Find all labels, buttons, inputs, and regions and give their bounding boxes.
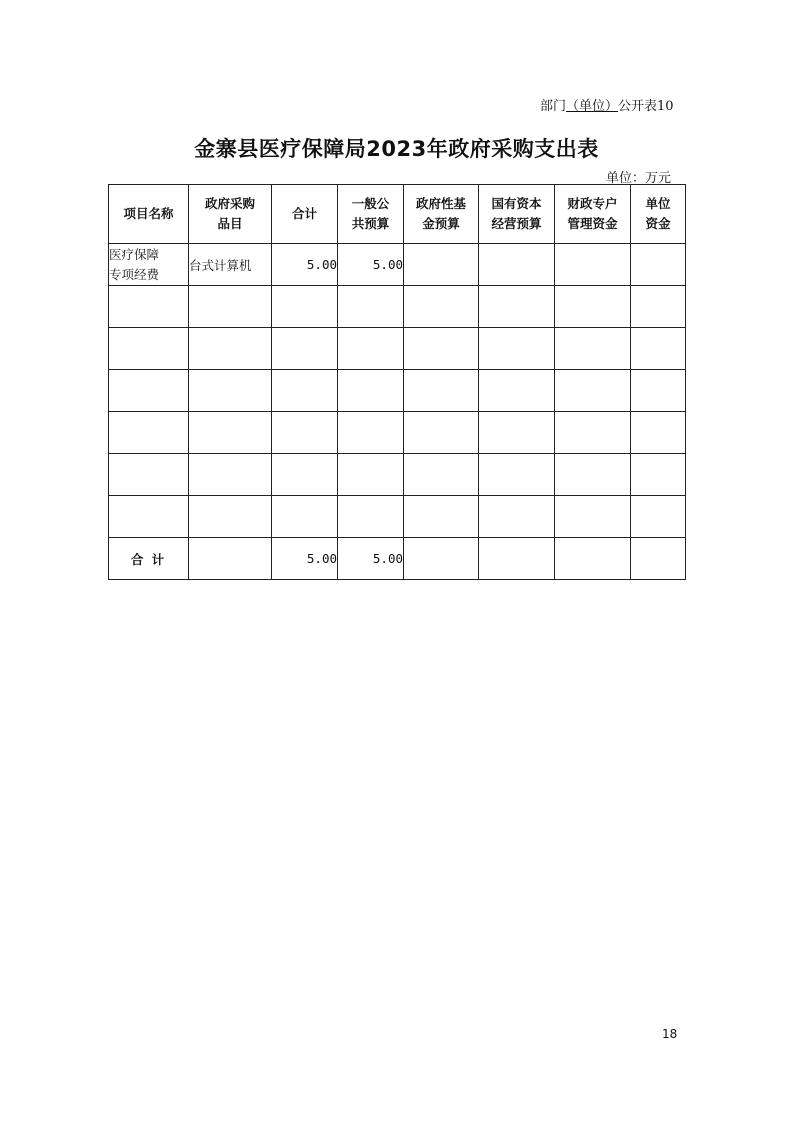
table-header-row <box>109 185 686 244</box>
header-unit-funds: 单位 资金 <box>631 185 686 244</box>
header-project-name: 项目名称 <box>109 185 189 244</box>
table-row-empty <box>109 496 686 538</box>
header-general-budget: 一般公 共预算 <box>338 185 404 244</box>
procurement-item-cell: 台式计算机 <box>189 244 272 286</box>
header-total: 合计 <box>272 185 338 244</box>
empty-cell <box>479 244 555 286</box>
table-row-empty <box>109 412 686 454</box>
header-fund-budget: 政府性基 金预算 <box>404 185 479 244</box>
total-row <box>109 538 686 580</box>
empty-cell <box>555 538 631 580</box>
header-suffix: 公开表10 <box>618 99 674 114</box>
empty-cell <box>404 538 479 580</box>
header-procurement-item: 政府采购 品目 <box>189 185 272 244</box>
total-row-general-budget: 5.00 <box>338 538 404 580</box>
table-row <box>109 244 686 286</box>
empty-cell <box>189 538 272 580</box>
total-row-label: 合 计 <box>109 538 189 580</box>
header-special-account-funds: 财政专户 管理资金 <box>555 185 631 244</box>
empty-cell <box>555 244 631 286</box>
table-row-empty <box>109 328 686 370</box>
total-cell: 5.00 <box>272 244 338 286</box>
page-number: 18 <box>662 1027 678 1041</box>
empty-cell <box>631 538 686 580</box>
table-row-empty <box>109 370 686 412</box>
header-prefix: 部门 <box>540 99 567 114</box>
general-budget-cell: 5.00 <box>338 244 404 286</box>
table-row-empty <box>109 454 686 496</box>
header-state-capital-budget: 国有资本 经营预算 <box>479 185 555 244</box>
procurement-table <box>108 184 686 580</box>
total-row-total: 5.00 <box>272 538 338 580</box>
header-underlined: （单位） <box>566 99 619 114</box>
unit-label: 单位：万元 <box>606 171 672 186</box>
table-row-empty <box>109 286 686 328</box>
table-number-label <box>540 95 674 114</box>
empty-cell <box>479 538 555 580</box>
project-name-cell: 医疗保障 专项经费 <box>109 244 189 286</box>
page-title: 金寨县医疗保障局2023年政府采购支出表 <box>194 137 599 161</box>
empty-cell <box>404 244 479 286</box>
empty-cell <box>631 244 686 286</box>
